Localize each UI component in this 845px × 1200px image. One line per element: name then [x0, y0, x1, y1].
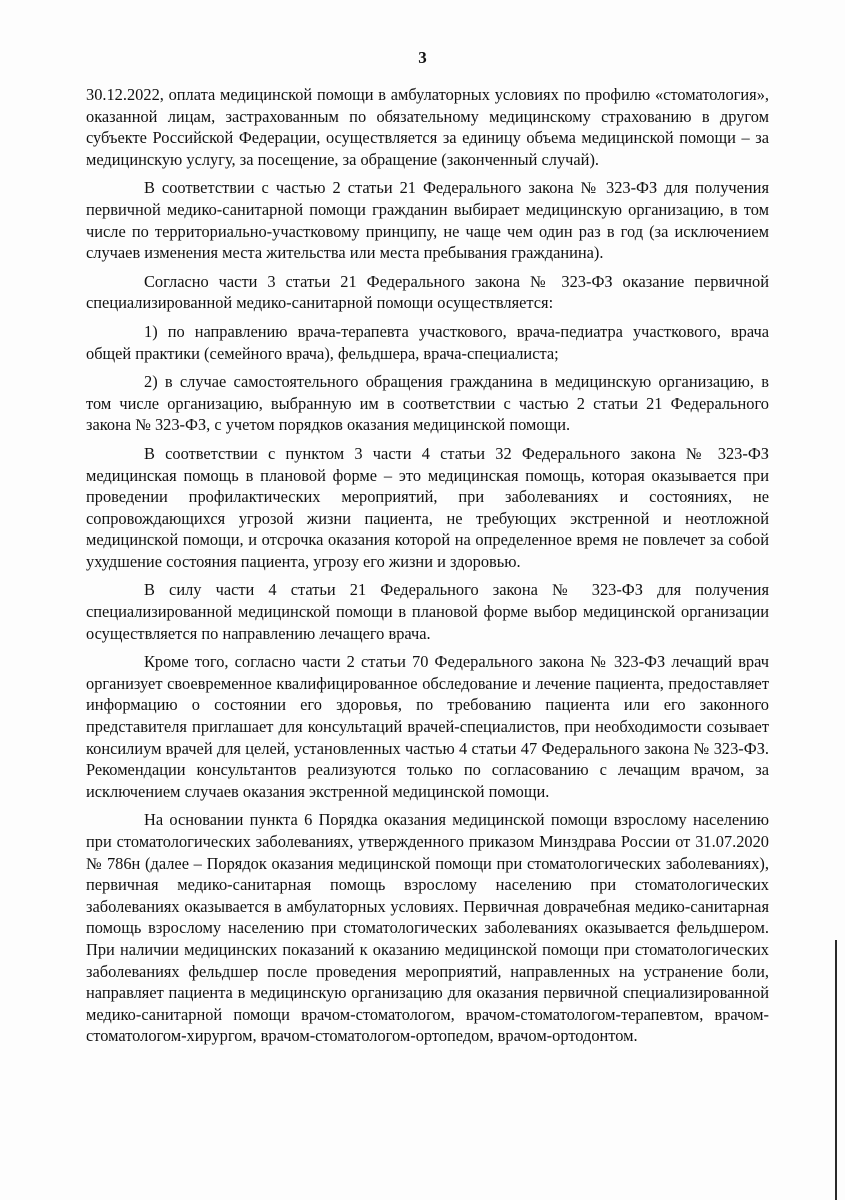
- paragraph-3: Согласно части 3 статьи 21 Федерального закона № 323-ФЗ оказание первичной специализированной медико-санитарной помощи осуществляется:: [86, 271, 769, 313]
- document-body: [86, 84, 769, 1054]
- paragraph-4: В соответствии с пунктом 3 части 4 статьи 32 Федерального закона № 323-ФЗ медицинская помощь в плановой форме – это медицинская помощь, которая оказывается при проведении профилактических мероприятий, при заболеваниях и состояниях, не сопровождающихся угрозой жизни пациента, не требующих экстренной и неотложной медицинской помощи, и отсрочка оказания которой на определенное время не повлечет за собой ухудшение состояния пациента, угрозу его жизни и здоровью.: [86, 443, 769, 571]
- paragraph-2: В соответствии с частью 2 статьи 21 Федерального закона № 323-ФЗ для получения первичной медико-санитарной помощи гражданин выбирает медицинскую организацию, в том числе по территориально-участковому принципу, не чаще чем один раз в год (за исключением случаев изменения места жительства или места пребывания гражданина).: [86, 178, 769, 263]
- list-item-1: 1) по направлению врача-терапевта участкового, врача-педиатра участкового, врача общей практики (семейного врача), фельдшера, врача-специалиста;: [86, 321, 769, 363]
- page-number: 3: [418, 48, 427, 67]
- paragraph-6: Кроме того, согласно части 2 статьи 70 Федерального закона № 323-ФЗ лечащий врач организует своевременное квалифицированное обследование и лечение пациента, предоставляет информацию о состоянии его здоровья, по требованию пациента или его законного представителя приглашает для консультаций врачей-специалистов, при необходимости созывает консилиум врачей для целей, установленных частью 4 статьи 47 Федерального закона № 323-ФЗ. Рекомендации консультантов реализуются только по согласованию с лечащим врачом, за исключением случаев оказания экстренной медицинской помощи.: [86, 652, 769, 801]
- scan-edge-line: [835, 940, 837, 1200]
- paragraph-1: 30.12.2022, оплата медицинской помощи в амбулаторных условиях по профилю «стоматология», оказанной лицам, застрахованным по обязательному медицинскому страхованию в другом субъекте Российской Федерации, осуществляется за единицу объема медицинской помощи – за медицинскую услугу, за посещение, за обращение (законченный случай).: [86, 85, 769, 169]
- list-item-2: 2) в случае самостоятельного обращения гражданина в медицинскую организацию, в том числе организацию, выбранную им в соответствии с частью 2 статьи 21 Федерального закона № 323-ФЗ, с учетом порядков оказания медицинской помощи.: [86, 372, 769, 435]
- paragraph-7: На основании пункта 6 Порядка оказания медицинской помощи взрослому населению при стоматологических заболеваниях, утвержденного приказом Минздрава России от 31.07.2020 № 786н (далее – Порядок оказания медицинской помощи при стоматологических заболеваниях), первичная медико-санитарная помощь взрослому населению при стоматологических заболеваниях оказывается в амбулаторных условиях. Первичная доврачебная медико-санитарная помощь взрослому населению при стоматологических заболеваниях оказывается фельдшером. При наличии медицинских показаний к оказанию медицинской помощи при стоматологических заболеваниях фельдшер после проведения мероприятий, направленных на устранение боли, направляет пациента в медицинскую организацию для оказания первичной специализированной медико-санитарной помощи врачом-стоматологом, врачом-стоматологом-терапевтом, врачом-стоматологом-хирургом, врачом-стоматологом-ортопедом, врачом-ортодонтом.: [86, 810, 769, 1046]
- paragraph-5: В силу части 4 статьи 21 Федерального закона № 323-ФЗ для получения специализированной медицинской помощи в плановой форме выбор медицинской организации осуществляется по направлению лечащего врача.: [86, 580, 769, 643]
